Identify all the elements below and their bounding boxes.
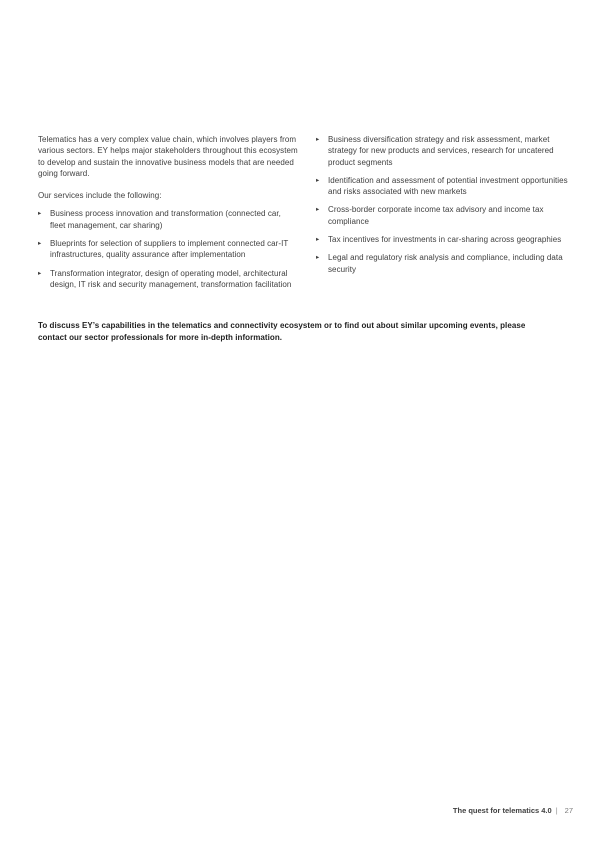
bullet-text: Transformation integrator, design of operating model, architectural design, IT risk and security management, transformation facilitation [50, 268, 292, 289]
page-footer [453, 806, 573, 816]
bullet-icon: ▸ [316, 176, 320, 184]
cta-paragraph: To discuss EY’s capabilities in the telematics and connectivity ecosystem or to find out about similar upcoming events, please contact our sector professionals for more in-depth information. [38, 321, 526, 342]
services-list-left [38, 208, 298, 290]
list-item [38, 208, 298, 231]
bullet-text: Legal and regulatory risk analysis and compliance, including data security [328, 253, 563, 274]
bullet-icon: ▸ [316, 254, 320, 262]
bullet-text: Blueprints for selection of suppliers to implement connected car-IT infrastructures, quality assurance after implementation [50, 239, 289, 260]
bullet-text: Business process innovation and transformation (connected car, fleet management, car sharing) [50, 209, 281, 230]
right-column [316, 134, 576, 297]
bullet-icon: ▸ [316, 236, 320, 244]
services-lead: Our services include the following: [38, 191, 162, 201]
bullet-icon: ▸ [38, 210, 42, 218]
list-item [316, 175, 576, 198]
bullet-icon: ▸ [316, 136, 320, 143]
list-item [316, 234, 576, 245]
bullet-text: Tax incentives for investments in car-sharing across geographies [328, 235, 562, 245]
list-item [316, 252, 576, 275]
list-item [316, 204, 576, 227]
intro-paragraph: Telematics has a very complex value chain, which involves players from various sectors. EY helps major stakeholders throughout this ecosystem to develop and sustain the innovative business models that are needed going forward. [38, 135, 298, 178]
bullet-icon: ▸ [316, 206, 320, 214]
bullet-icon: ▸ [38, 240, 42, 248]
bullet-icon: ▸ [38, 269, 42, 277]
list-item [316, 134, 576, 168]
bullet-text: Cross-border corporate income tax advisory and income tax compliance [328, 205, 544, 226]
footer-document-title: The quest for telematics 4.0 [452, 806, 552, 815]
list-item [38, 238, 298, 261]
footer-separator: | [555, 806, 558, 815]
bullet-text: Identification and assessment of potential investment opportunities and risks associated with new markets [328, 175, 568, 197]
bullet-text: Business diversification strategy and risk assessment, market strategy for new products and services, research for uncatered product segments [328, 135, 554, 167]
list-item [38, 268, 298, 291]
page-number: 27 [564, 806, 573, 815]
left-column [38, 134, 298, 297]
services-list-right [316, 134, 576, 275]
two-column-body [38, 134, 576, 297]
